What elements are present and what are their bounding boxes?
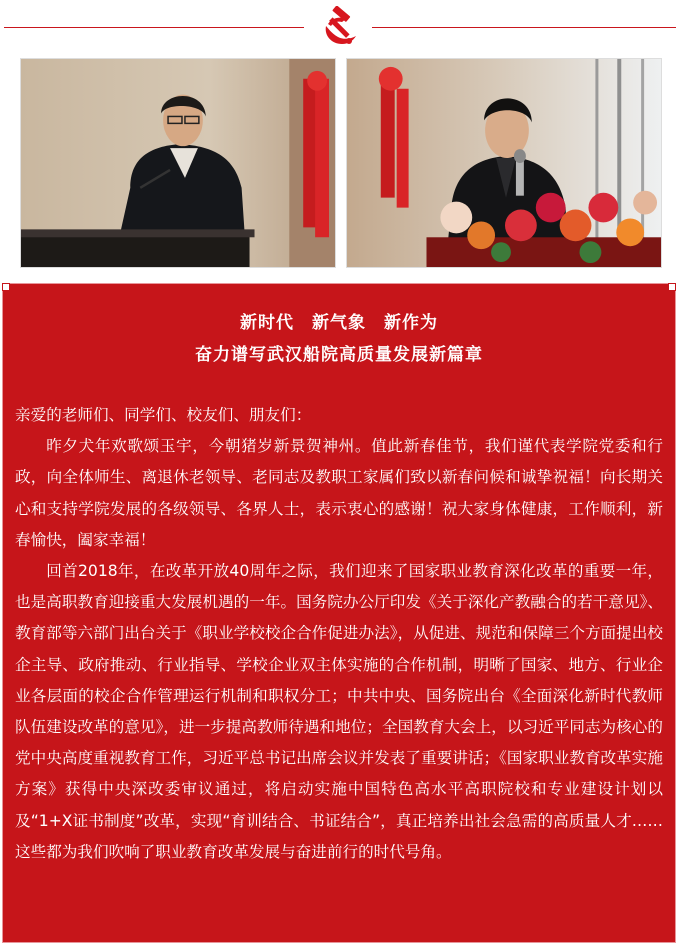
speaker-with-microphone-photo — [346, 58, 662, 268]
speaker-at-podium-photo — [20, 58, 336, 268]
header-line-left — [4, 27, 304, 28]
panel-corner-tr — [668, 283, 676, 291]
panel-title-line2: 奋力谱写武汉船院高质量发展新篇章 — [195, 345, 483, 365]
letter-body — [15, 400, 663, 868]
party-hammer-sickle-icon — [318, 6, 360, 48]
greeting-panel — [2, 283, 676, 943]
header-line-right — [372, 27, 676, 28]
photo-strip — [20, 58, 662, 268]
paragraph-2: 回首2018年，在改革开放40周年之际，我们迎来了国家职业教育深化改革的重要一年，也是高职教育迎接重大发展机遇的一年。国务院办公厅印发《关于深化产教融合的若干意见》、教育部等六部门出台关于《职业学校校企合作促进办法》，从促进、规范和保障三个方面提出校企主导、政府推动、行业指导、学校企业双主体实施的合作机制，明晰了国家、地方、行业企业各层面的校企合作管理运行机制和职权分工；中共中央、国务院出台《全面深化新时代教师队伍建设改革的意见》，进一步提高教师待遇和地位；全国教育大会上，以习近平同志为核心的党中央高度重视教育工作，习近平总书记出席会议并发表了重要讲话；《国家职业教育改革实施方案》获得中央深改委审议通过，将启动实施中国特色高水平高职院校和专业建设计划以及“1+X证书制度”改革，实现“育训结合、书证结合”，真正培养出社会急需的高质量人才……这些都为我们吹响了职业教育改革发展与奋进前行的时代号角。 — [15, 562, 663, 861]
greeting-line: 亲爱的老师们、同学们、校友们、朋友们： — [15, 406, 312, 424]
paragraph-1: 昨夕犬年欢歌颂玉宇，今朝猪岁新景贺神州。值此新春佳节，我们谨代表学院党委和行政，向全体师生、离退休老领导、老同志及教职工家属们致以新春问候和诚挚祝福！向长期关心和支持学院发展的各级领导、各界人士，表示衷心的感谢！祝大家身体健康，工作顺利，新春愉快，阖家幸福！ — [15, 437, 663, 549]
header-rule — [0, 0, 680, 50]
panel-corner-tl — [2, 283, 10, 291]
panel-title-line1: 新时代 新气象 新作为 — [240, 313, 438, 333]
